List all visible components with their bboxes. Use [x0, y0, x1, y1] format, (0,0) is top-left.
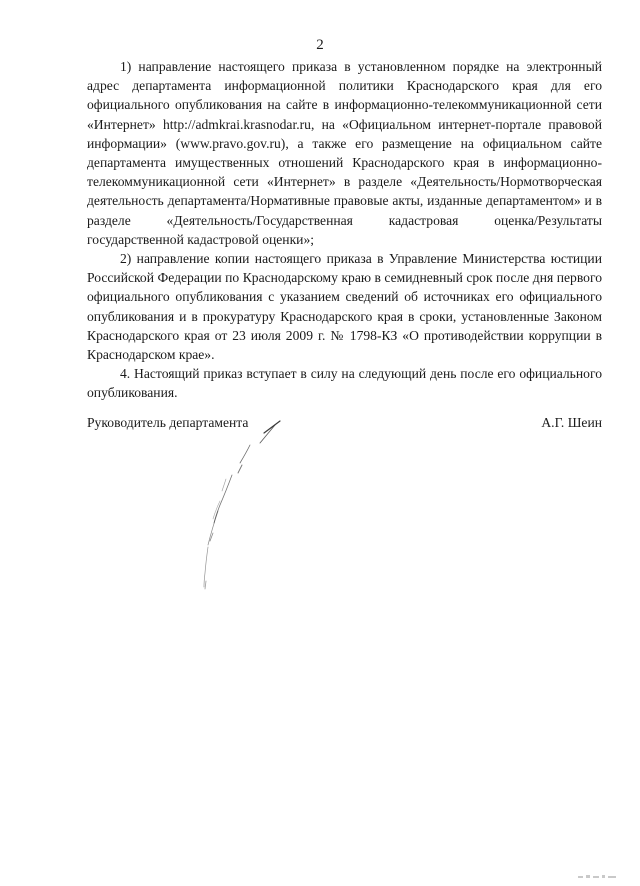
page-number: 2: [316, 37, 324, 53]
signatory-name: А.Г. Шеин: [541, 415, 602, 430]
signature-block: [87, 413, 602, 435]
paragraph-ministry-copy: 2) направление копии настоящего приказа в Управление Министерства юстиции Российской Федерации по Краснодарскому краю в семидневный срок после дня первого официального опубликования с указанием сведений об источниках его официального опубликования и в прокуратуру Краснодарского края в сроки, установленные Законом Краснодарского края от 23 июля 2009 г. № 1798-КЗ «О противодействии коррупции в Краснодарском крае».: [87, 251, 602, 363]
paragraph-publication: 1) направление настоящего приказа в установленном порядке на электронный адрес департамента информационной политики Краснодарского края для его официального опубликования на сайте в информационно-телекоммуникационной сети «Интернет» http://admkrai.krasnodar.ru, на «Официальном интернет-портале правовой информации» (www.pravo.gov.ru), а также его размещение на официальном сайте департамента имущественных отношений Краснодарского края в информационно-телекоммуникационной сети «Интернет» в разделе «Деятельность/Нормотворческая деятельность департамента/Нормативные правовые акты, изданные департаментом» и в разделе «Деятельность/Государственная кадастровая оценка/Результаты государственной кадастровой оценки»;: [87, 59, 602, 247]
document-body: [87, 57, 602, 403]
signatory-title: Руководитель департамента: [87, 415, 249, 430]
paragraph-effective-date: 4. Настоящий приказ вступает в силу на следующий день после его официального опубликования.: [87, 366, 602, 401]
scan-artifact: [578, 874, 618, 880]
handwritten-signature: [180, 405, 310, 595]
